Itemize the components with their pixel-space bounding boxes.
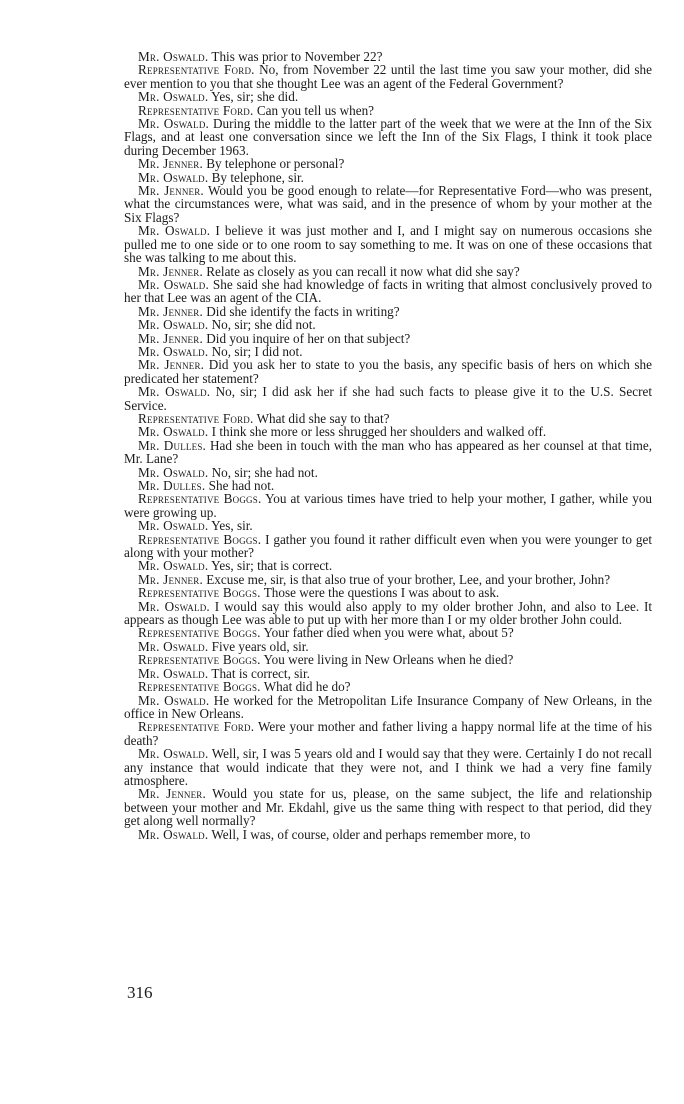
speaker-name: Mr. Dulles. <box>138 478 206 493</box>
statement-text: Relate as closely as you can recall it now what did she say? <box>206 263 520 279</box>
testimony-paragraph <box>124 787 652 827</box>
statement-text: Yes, sir; she did. <box>211 89 299 105</box>
speaker-name: Mr. Oswald. <box>138 89 209 105</box>
statement-text: Excuse me, sir, is that also true of your brother, Lee, and your brother, John? <box>206 571 611 587</box>
testimony-paragraph <box>124 626 652 639</box>
speaker-name: Mr. Jenner. <box>138 357 205 373</box>
testimony-paragraph <box>124 519 652 532</box>
testimony-paragraph <box>124 385 652 412</box>
statement-text: No, sir; she had not. <box>211 464 318 480</box>
speaker-name: Mr. Oswald. <box>138 49 209 64</box>
speaker-name: Mr. Oswald. <box>138 558 209 574</box>
speaker-name: Representative Boggs. <box>138 491 262 507</box>
testimony-paragraph <box>124 332 652 345</box>
statement-text: No, from November 22 until the last time you saw your mother, did she ever mention to you that she thought Lee was an agent of the Federal Government? <box>124 62 652 91</box>
testimony-paragraph <box>124 412 652 425</box>
testimony-paragraph <box>124 157 652 170</box>
speaker-name: Representative Boggs. <box>138 652 261 668</box>
statement-text: That is correct, sir. <box>211 665 310 681</box>
testimony-paragraph <box>124 171 652 184</box>
speaker-name: Mr. Jenner. <box>138 330 203 346</box>
testimony-paragraph <box>124 104 652 117</box>
statement-text: Well, I was, of course, older and perhaps remember more, to <box>211 826 531 842</box>
testimony-paragraph <box>124 63 652 90</box>
statement-text: Had she been in touch with the man who has appeared as her counsel at that time, Mr. Lane? <box>124 437 652 467</box>
statement-text: Yes, sir; that is correct. <box>211 558 333 574</box>
statement-text: No, sir; she did not. <box>211 317 316 333</box>
speaker-name: Mr. Jenner. <box>138 183 204 199</box>
speaker-name: Mr. Oswald. <box>138 276 209 292</box>
statement-text: She had not. <box>208 478 275 493</box>
speaker-name: Representative Ford. <box>138 719 255 735</box>
speaker-name: Mr. Oswald. <box>138 598 210 614</box>
statement-text: Yes, sir. <box>211 518 253 534</box>
statement-text: Did she identify the facts in writing? <box>206 303 400 319</box>
testimony-paragraph <box>124 305 652 318</box>
testimony-paragraph <box>124 50 652 63</box>
testimony-paragraph <box>124 640 652 653</box>
speaker-name: Mr. Jenner. <box>138 303 203 319</box>
speaker-name: Mr. Jenner. <box>138 786 206 802</box>
statement-text: By telephone, sir. <box>211 169 304 185</box>
testimony-paragraph <box>124 425 652 438</box>
transcript-body <box>124 50 652 841</box>
statement-text: I would say this would also apply to my older brother John, and also to Lee. It appears as though Lee was able to put up with her more than I or my older brother John could. <box>124 598 653 628</box>
statement-text: You were living in New Orleans when he died? <box>263 652 514 668</box>
testimony-paragraph <box>124 117 652 157</box>
page-number: 316 <box>127 983 153 1002</box>
statement-text: Five years old, sir. <box>211 638 309 654</box>
testimony-paragraph <box>124 265 652 278</box>
speaker-name: Mr. Jenner. <box>138 156 203 172</box>
testimony-paragraph <box>124 224 652 264</box>
statement-text: Would you be good enough to relate—for Representative Ford—who was present, what the circumstances were, what was said, and in the presence of whom by your mother at the Six Flags? <box>124 183 653 225</box>
statement-text: What did he do? <box>263 679 351 695</box>
testimony-paragraph <box>124 573 652 586</box>
speaker-name: Mr. Oswald. <box>138 169 209 185</box>
speaker-name: Mr. Oswald. <box>138 343 209 359</box>
statement-text: I believe it was just mother and I, and I might say on numerous occasions she pulled me to one side or to one room to say something to me. It was on one of these occasions that she was talking to me about this. <box>124 223 653 266</box>
speaker-name: Mr. Oswald. <box>138 638 209 654</box>
statement-text: Well, sir, I was 5 years old and I would say that they were. Certainly I do not recall any instance that would indicate that they were not, and I think we had a very fine family atmosphere. <box>124 746 653 788</box>
statement-text: What did she say to that? <box>256 410 390 426</box>
speaker-name: Representative Boggs. <box>138 679 261 695</box>
speaker-name: Mr. Oswald. <box>138 665 209 681</box>
speaker-name: Representative Boggs. <box>138 625 261 641</box>
statement-text: No, sir; I did not. <box>211 343 303 359</box>
speaker-name: Mr. Jenner. <box>138 571 203 587</box>
speaker-name: Mr. Oswald. <box>138 317 209 333</box>
statement-text: This was prior to November 22? <box>211 49 383 64</box>
testimony-paragraph <box>124 600 652 627</box>
speaker-name: Mr. Oswald. <box>138 223 211 239</box>
testimony-paragraph <box>124 828 652 841</box>
testimony-paragraph <box>124 586 652 599</box>
speaker-name: Mr. Oswald. <box>138 518 209 534</box>
testimony-paragraph <box>124 720 652 747</box>
statement-text: By telephone or personal? <box>206 156 345 172</box>
testimony-paragraph <box>124 667 652 680</box>
testimony-paragraph <box>124 466 652 479</box>
testimony-paragraph <box>124 559 652 572</box>
testimony-paragraph <box>124 318 652 331</box>
statement-text: Those were the questions I was about to ask. <box>263 585 500 601</box>
speaker-name: Mr. Jenner. <box>138 263 203 279</box>
statement-text: Did you inquire of her on that subject? <box>206 330 411 346</box>
statement-text: Your father died when you were what, about 5? <box>263 625 514 641</box>
speaker-name: Representative Boggs. <box>138 531 262 547</box>
speaker-name: Mr. Dulles. <box>138 437 207 453</box>
testimony-paragraph <box>124 653 652 666</box>
speaker-name: Representative Ford. <box>138 62 255 78</box>
statement-text: Did you ask her to state to you the basis, any specific basis of hers on which she predicated her statement? <box>124 357 652 386</box>
speaker-name: Representative Ford. <box>138 410 254 426</box>
statement-text: During the middle to the latter part of the week that we were at the Inn of the Six Flags, and at least one conversation since we left the Inn of the Six Flags, I think it took place during December 1963. <box>124 116 652 158</box>
statement-text: I think she more or less shrugged her shoulders and walked off. <box>211 424 547 440</box>
statement-text: He worked for the Metropolitan Life Insurance Company of New Orleans, in the office in New Orleans. <box>124 692 653 721</box>
speaker-name: Mr. Oswald. <box>138 384 211 400</box>
speaker-name: Representative Boggs. <box>138 585 261 601</box>
testimony-paragraph <box>124 492 652 519</box>
testimony-paragraph <box>124 439 652 466</box>
testimony-paragraph <box>124 747 652 787</box>
testimony-paragraph <box>124 345 652 358</box>
statement-text: Were your mother and father living a happy normal life at the time of his death? <box>124 719 652 748</box>
statement-text: No, sir; I did ask her if she had such facts to please give it to the U.S. Secret Service. <box>124 384 652 413</box>
statement-text: Would you state for us, please, on the same subject, the life and relationship between your mother and Mr. Ekdahl, give us the same thing with respect to that period, did they get along well normally? <box>124 786 652 829</box>
testimony-paragraph <box>124 90 652 103</box>
testimony-paragraph <box>124 184 652 224</box>
testimony-paragraph <box>124 694 652 721</box>
testimony-paragraph <box>124 680 652 693</box>
statement-text: You at various times have tried to help your mother, I gather, while you were growing up. <box>124 491 653 520</box>
speaker-name: Mr. Oswald. <box>138 116 210 132</box>
speaker-name: Mr. Oswald. <box>138 746 209 762</box>
statement-text: Can you tell us when? <box>256 102 375 118</box>
speaker-name: Mr. Oswald. <box>138 464 209 480</box>
testimony-paragraph <box>124 358 652 385</box>
testimony-paragraph <box>124 479 652 492</box>
speaker-name: Representative Ford. <box>138 102 254 118</box>
statement-text: She said she had knowledge of facts in writing that almost conclusively proved to her that Lee was an agent of the CIA. <box>124 276 653 306</box>
speaker-name: Mr. Oswald. <box>138 424 209 440</box>
testimony-paragraph <box>124 533 652 560</box>
speaker-name: Mr. Oswald. <box>138 826 209 842</box>
testimony-paragraph <box>124 278 652 305</box>
speaker-name: Mr. Oswald. <box>138 692 210 708</box>
statement-text: I gather you found it rather difficult even when you were younger to get along with your mother? <box>124 531 652 561</box>
